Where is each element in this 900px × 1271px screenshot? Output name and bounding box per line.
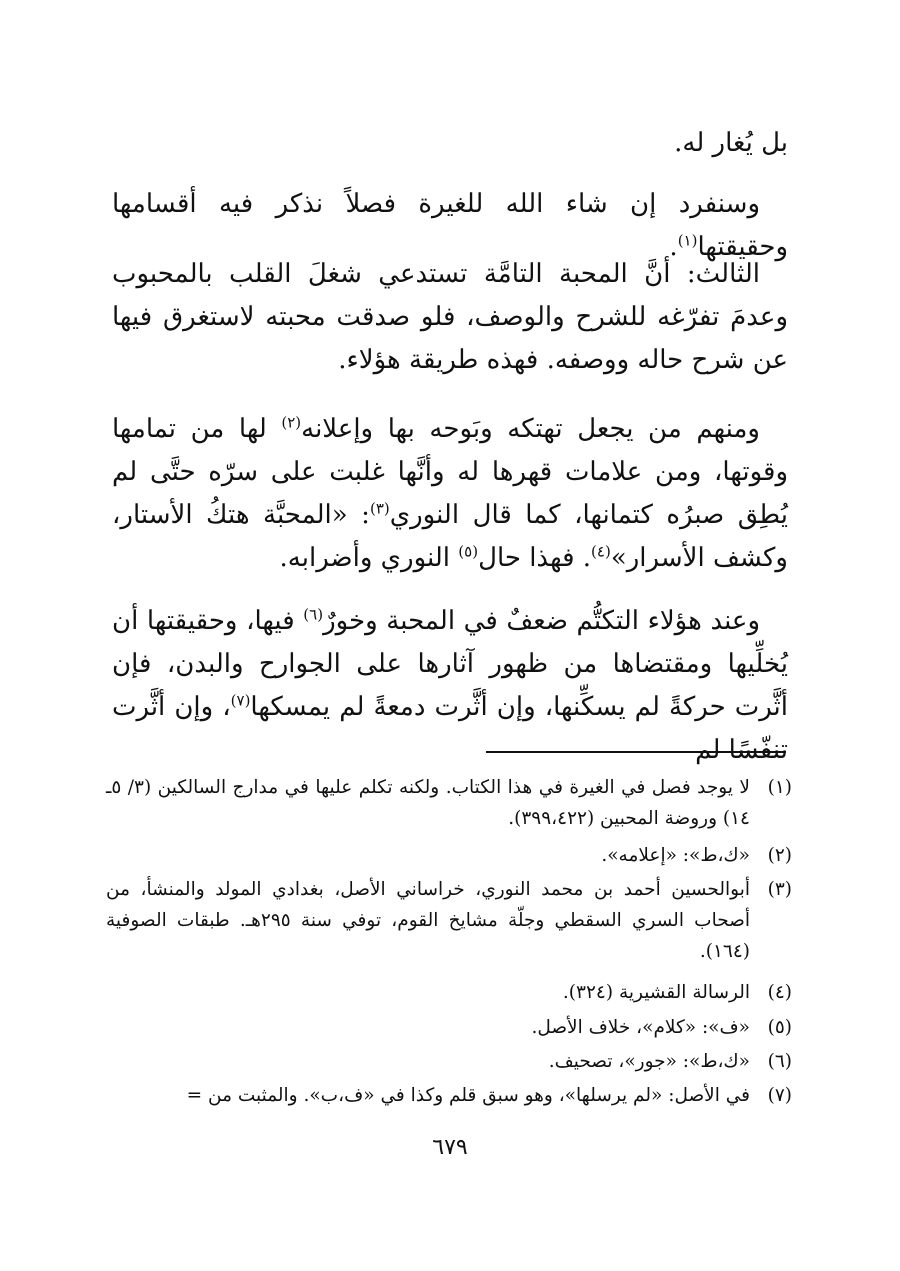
- footnote-number: (٣): [767, 879, 792, 900]
- footnote-ref-2[interactable]: (٢): [281, 413, 302, 432]
- paragraph-5-text-c: ، وإن أثَّرت تنفّسًا لم: [112, 692, 788, 765]
- footnote-number: (٤): [767, 982, 792, 1003]
- footnote-3: [106, 874, 792, 967]
- paragraph-5-text-a: وعند هؤلاء التكتُّم ضعفٌ في المحبة وخورٌ: [323, 606, 761, 636]
- paragraph-2-text: وسنفرد إن شاء الله للغيرة فصلاً نذكر فيه أقسامها وحقيقتها: [112, 189, 788, 262]
- footnote-number: (٥): [767, 1017, 792, 1038]
- footnote-2: [106, 840, 792, 871]
- footnote-ref-3[interactable]: (٣): [369, 499, 390, 518]
- footnote-number: (٦): [767, 1051, 792, 1072]
- footnote-text: «ك،ط»: «إعلامه».: [601, 845, 750, 866]
- paragraph-4-text-e: النوري وأضرابه.: [279, 543, 459, 573]
- paragraph-4-text-c: : «المحبَّة هتكُ الأستار، وكشف الأسرار»: [112, 500, 788, 573]
- footnote-1: [106, 772, 792, 834]
- footnote-text: أبوالحسين أحمد بن محمد النوري، خراساني الأصل، بغدادي المولد والمنشأ، من أصحاب السري السقطي وجلّة مشايخ القوم، توفي سنة ٢٩٥هـ. طبقات الصوفية (١٦٤).: [106, 879, 751, 962]
- paragraph-5: [112, 600, 788, 772]
- footnote-text: لا يوجد فصل في الغيرة في هذا الكتاب. ولكنه تكلم عليها في مدارج السالكين (٣/ ٥ـ ١٤) وروضة المحبين (٣٩٩،٤٢٢).: [106, 777, 750, 829]
- paragraph-1: [112, 122, 788, 165]
- footnote-text: الرسالة القشيرية (٣٢٤).: [562, 982, 750, 1003]
- paragraph-5-text-b: فيها، وحقيقتها أن يُخلِّيها ومقتضاها من ظهور آثارها على الجوارح والبدن، فإن أثَّرت حركةً لم يسكِّنها، وإن أثَّرت دمعةً لم يمسكها: [112, 606, 789, 722]
- footnote-number: (٢): [767, 845, 792, 866]
- footnote-text: في الأصل: «لم يرسلها»، وهو سبق قلم وكذا في «ف،ب». والمثبت من =: [186, 1085, 750, 1106]
- footnote-ref-5[interactable]: (٥): [458, 542, 479, 561]
- footnote-number: (٧): [767, 1085, 792, 1106]
- footnote-4: [106, 977, 792, 1008]
- paragraph-3: [112, 253, 788, 382]
- footnote-number: (١): [767, 777, 792, 798]
- footnote-divider: [486, 751, 786, 753]
- page-number: ٦٧٩: [432, 1135, 468, 1160]
- footnote-7: [106, 1080, 792, 1111]
- footnote-5: [106, 1012, 792, 1043]
- footnote-text: «ك،ط»: «جور»، تصحيف.: [548, 1051, 750, 1072]
- footnote-6: [106, 1046, 792, 1077]
- footnote-ref-7[interactable]: (٧): [230, 691, 251, 710]
- paragraph-1-text: بل يُغار له.: [674, 128, 788, 158]
- paragraph-4-text-d: . فهذا حال: [478, 543, 592, 573]
- paragraph-4-text-b: لها من تمامها وقوتها، ومن علامات قهرها له وأنَّها غلبت على سرّه حتَّى لم يُطِق صبرُه كتمانها، كما قال النوري: [112, 414, 788, 530]
- paragraph-3-text: الثالث: أنَّ المحبة التامَّة تستدعي شغلَ القلب بالمحبوب وعدمَ تفرّغه للشرح والوصف، فلو صدقت محبته لاستغرق فيها عن شرح حاله ووصفه. فهذه طريقة هؤلاء.: [112, 259, 788, 375]
- paragraph-4-text-a: ومنهم من يجعل تهتكه وبَوحه بها وإعلانه: [301, 414, 760, 444]
- footnote-ref-4[interactable]: (٤): [591, 542, 611, 561]
- footnote-ref-6[interactable]: (٦): [303, 605, 324, 624]
- paragraph-2-end: .: [669, 232, 678, 262]
- footnote-ref-1[interactable]: (١): [677, 231, 698, 250]
- paragraph-4: [112, 408, 788, 580]
- footnote-text: «ف»: «كلام»، خلاف الأصل.: [531, 1017, 750, 1038]
